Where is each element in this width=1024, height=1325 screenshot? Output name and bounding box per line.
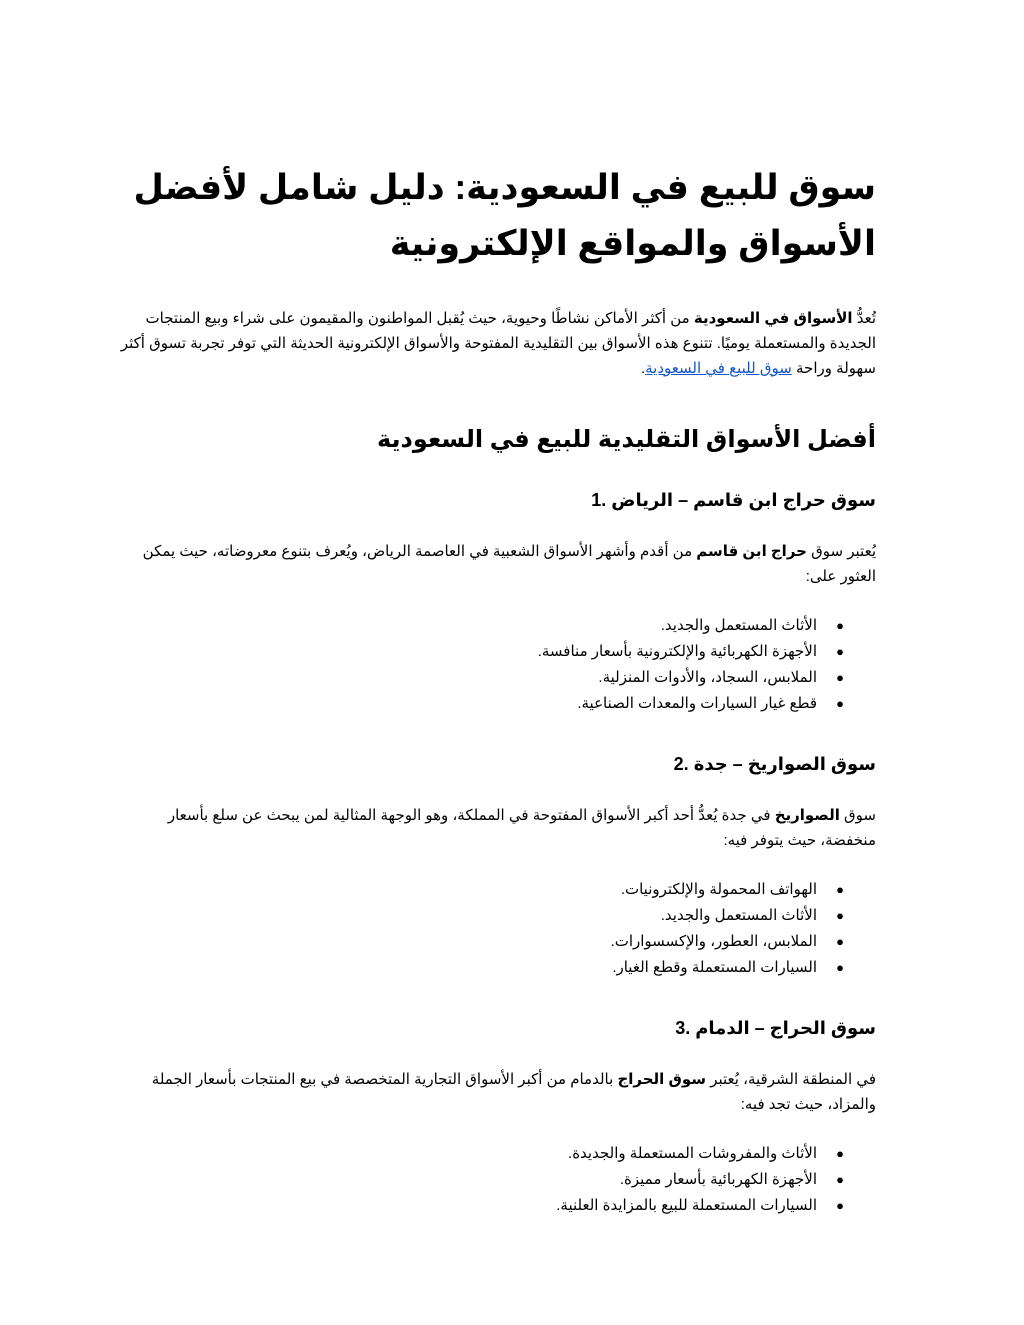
bullet-icon: ● [836, 696, 844, 711]
page-title: سوق للبيع في السعودية: دليل شامل لأفضل الأسواق والمواقع الإلكترونية [133, 168, 876, 263]
desc-bold: سوق الحراج [617, 1071, 707, 1088]
bullet-icon: ● [836, 934, 844, 949]
desc-text: سوق [839, 807, 876, 824]
list-item [120, 1167, 844, 1193]
list-item [120, 929, 844, 955]
market-description-dammam [120, 1067, 876, 1117]
desc-text: من أقدم وأشهر الأسواق الشعبية في العاصمة الرياض، ويُعرف بتنوع معروضاته، حيث يمكن العثور على: [142, 543, 876, 585]
list-item [120, 665, 844, 691]
list-item-text: الأثاث المستعمل والجديد. [660, 907, 817, 924]
desc-bold: الصواريخ [774, 807, 840, 824]
market-title: سوق حراج ابن قاسم – الرياض [611, 490, 876, 510]
desc-text: في جدة يُعدُّ أحد أكبر الأسواق المفتوحة في المملكة، وهو الوجهة المثالية لمن يبحث عن سلع بأسعار منخفضة، حيث يتوفر فيه: [167, 807, 876, 849]
bullet-icon: ● [836, 644, 844, 659]
list-item-text: السيارات المستعملة للبيع بالمزايدة العلنية. [556, 1197, 817, 1214]
intro-text-start: تُعدُّ [852, 310, 876, 327]
market-heading-dammam [120, 1015, 876, 1041]
list-item-text: الملابس، العطور، والإكسسوارات. [610, 933, 817, 950]
market-items-riyadh [120, 613, 876, 717]
bullet-icon: ● [836, 960, 844, 975]
list-item-text: الأجهزة الكهربائية بأسعار مميزة. [619, 1171, 817, 1188]
bullet-icon: ● [836, 908, 844, 923]
bullet-icon: ● [836, 618, 844, 633]
market-title: سوق الحراج – الدمام [695, 1018, 876, 1038]
market-number: 3. [675, 1018, 691, 1038]
list-item-text: السيارات المستعملة وقطع الغيار. [612, 959, 817, 976]
list-item [120, 691, 844, 717]
intro-text-middle: من أكثر الأماكن نشاطًا وحيوية، حيث يُقبل المواطنون والمقيمون على شراء وبيع المنتجات الجديدة والمستعملة يوميًا. تتنوع هذه الأسواق بين التقليدية المفتوحة والأسواق الإلكترونية الحديثة التي توفر تجربة تسوق أكثر سهولة وراحة [120, 310, 876, 377]
market-heading-riyadh [120, 487, 876, 513]
market-description-riyadh [120, 539, 876, 589]
list-item [120, 613, 844, 639]
list-item-text: قطع غيار السيارات والمعدات الصناعية. [577, 695, 817, 712]
desc-text: بالدمام من أكبر الأسواق التجارية المتخصصة في بيع المنتجات بأسعار الجملة والمزاد، حيث تجد فيه: [151, 1071, 876, 1113]
list-item-text: الهواتف المحمولة والإلكترونيات. [620, 881, 817, 898]
section-heading: أفضل الأسواق التقليدية للبيع في السعودية [376, 426, 876, 453]
intro-paragraph [120, 306, 876, 381]
desc-text: في المنطقة الشرقية، يُعتبر [706, 1071, 876, 1088]
list-item [120, 1141, 844, 1167]
list-item-text: الأثاث والمفروشات المستعملة والجديدة. [568, 1145, 817, 1162]
list-item-text: الملابس، السجاد، والأدوات المنزلية. [598, 669, 817, 686]
list-item [120, 877, 844, 903]
desc-bold: حراج ابن قاسم [696, 543, 807, 560]
bullet-icon: ● [836, 1172, 844, 1187]
market-number: 1. [591, 490, 607, 510]
market-description-jeddah [120, 803, 876, 853]
market-items-dammam [120, 1141, 876, 1219]
list-item [120, 1193, 844, 1219]
bullet-icon: ● [836, 1198, 844, 1213]
intro-text-end: . [640, 360, 646, 377]
market-items-jeddah [120, 877, 876, 981]
list-item-text: الأجهزة الكهربائية والإلكترونية بأسعار منافسة. [537, 643, 817, 660]
bullet-icon: ● [836, 670, 844, 685]
bullet-icon: ● [836, 1146, 844, 1161]
market-heading-jeddah [120, 751, 876, 777]
saudi-market-link[interactable]: سوق للبيع في السعودية [645, 360, 792, 377]
list-item [120, 955, 844, 981]
list-item-text: الأثاث المستعمل والجديد. [660, 617, 817, 634]
list-item [120, 903, 844, 929]
market-title: سوق الصواريخ – جدة [693, 754, 876, 774]
list-item [120, 639, 844, 665]
bullet-icon: ● [836, 882, 844, 897]
desc-text: يُعتبر سوق [806, 543, 876, 560]
intro-bold-term: الأسواق في السعودية [693, 310, 853, 327]
market-number: 2. [673, 754, 689, 774]
